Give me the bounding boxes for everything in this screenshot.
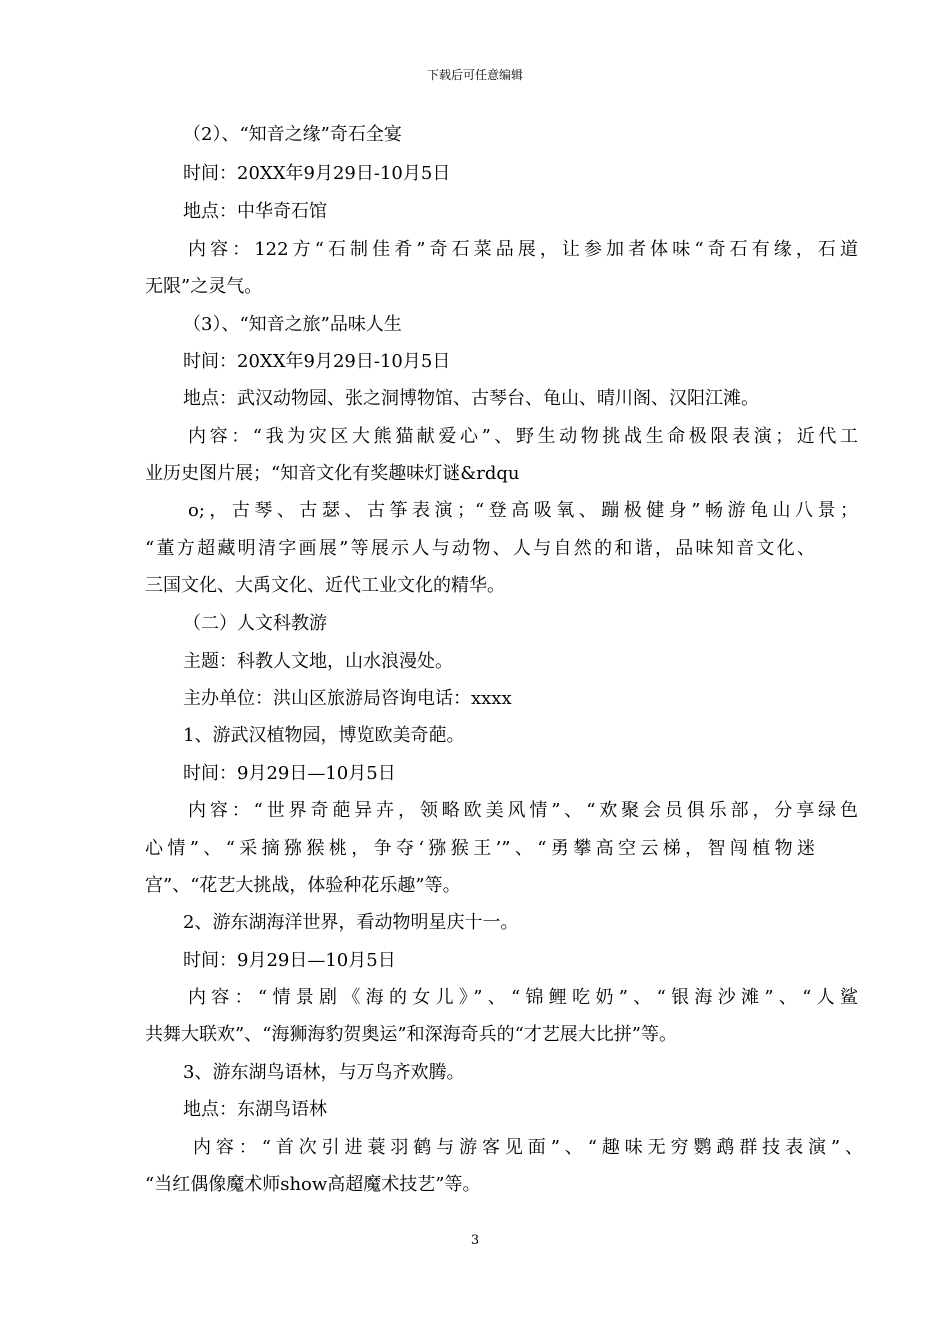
content-line-continued: “董方超藏明清字画展”等展示人与动物、人与自然的和谐，品味知音文化、 (145, 538, 815, 559)
page-number: 3 (470, 1233, 480, 1248)
content-line: 内容：“我为灾区大熊猫献爱心”、野生动物挑战生命极限表演；近代工 (188, 426, 858, 447)
content-line: 内容：“情景剧《海的女儿》”、“锦鲤吃奶”、“银海沙滩”、“人鲨 (188, 987, 858, 1008)
organizer-line: 主办单位：洪山区旅游局咨询电话：xxxx (183, 688, 512, 709)
content-line-continued: “当红偶像魔术师show高超魔术技艺”等。 (145, 1174, 481, 1195)
heading-zhiyin-zhiyuan: （2）、“知音之缘”奇石全宴 (183, 124, 402, 145)
location-line: 地点：东湖鸟语林 (183, 1099, 327, 1120)
item-heading: 2、游东湖海洋世界，看动物明星庆十一。 (183, 912, 519, 933)
time-line: 时间：9月29日—10月5日 (183, 950, 396, 971)
content-line: 内容：“首次引进蓑羽鹤与游客见面”、“趣味无穷鹦鹉群技表演”、 (193, 1137, 863, 1158)
time-line: 时间：20XX年9月29日-10月5日 (183, 163, 451, 184)
time-line: 时间：9月29日—10月5日 (183, 763, 396, 784)
time-line: 时间：20XX年9月29日-10月5日 (183, 351, 451, 372)
location-line: 地点：中华奇石馆 (183, 201, 327, 222)
content-line-continued: 业历史图片展；“知音文化有奖趣味灯谜&rdqu (145, 463, 520, 484)
theme-line: 主题：科教人文地，山水浪漫处。 (183, 651, 453, 672)
item-heading: 3、游东湖鸟语林，与万鸟齐欢腾。 (183, 1062, 465, 1083)
item-heading: 1、游武汉植物园，博览欧美奇葩。 (183, 725, 465, 746)
content-line-continued: 宫”、“花艺大挑战，体验种花乐趣”等。 (145, 875, 461, 896)
content-line-continued: 三国文化、大禹文化、近代工业文化的精华。 (145, 575, 505, 596)
page-header: 下载后可任意编辑 (426, 68, 523, 82)
heading-zhiyin-zhilv: （3）、“知音之旅”品味人生 (183, 314, 402, 335)
content-line-continued: 无限”之灵气。 (145, 276, 263, 297)
content-line-continued: 心情”、“采摘猕猴桃，争夺‘猕猴王’”、“勇攀高空云梯，智闯植物迷 (145, 838, 815, 859)
content-line: 内容：122方“石制佳肴”奇石菜品展，让参加者体味“奇石有缘，石道 (188, 239, 858, 260)
section-heading: （二）人文科教游 (183, 613, 327, 634)
location-line: 地点：武汉动物园、张之洞博物馆、古琴台、龟山、晴川阁、汉阳江滩。 (183, 388, 759, 409)
content-line-continued: 共舞大联欢”、“海狮海豹贺奥运”和深海奇兵的“才艺展大比拼”等。 (145, 1024, 678, 1045)
content-line: o;，古琴、古瑟、古筝表演；“登高吸氧、蹦极健身”畅游龟山八景； (188, 500, 858, 521)
content-line: 内容：“世界奇葩异卉，领略欧美风情”、“欢聚会员俱乐部，分享绿色 (188, 800, 858, 821)
